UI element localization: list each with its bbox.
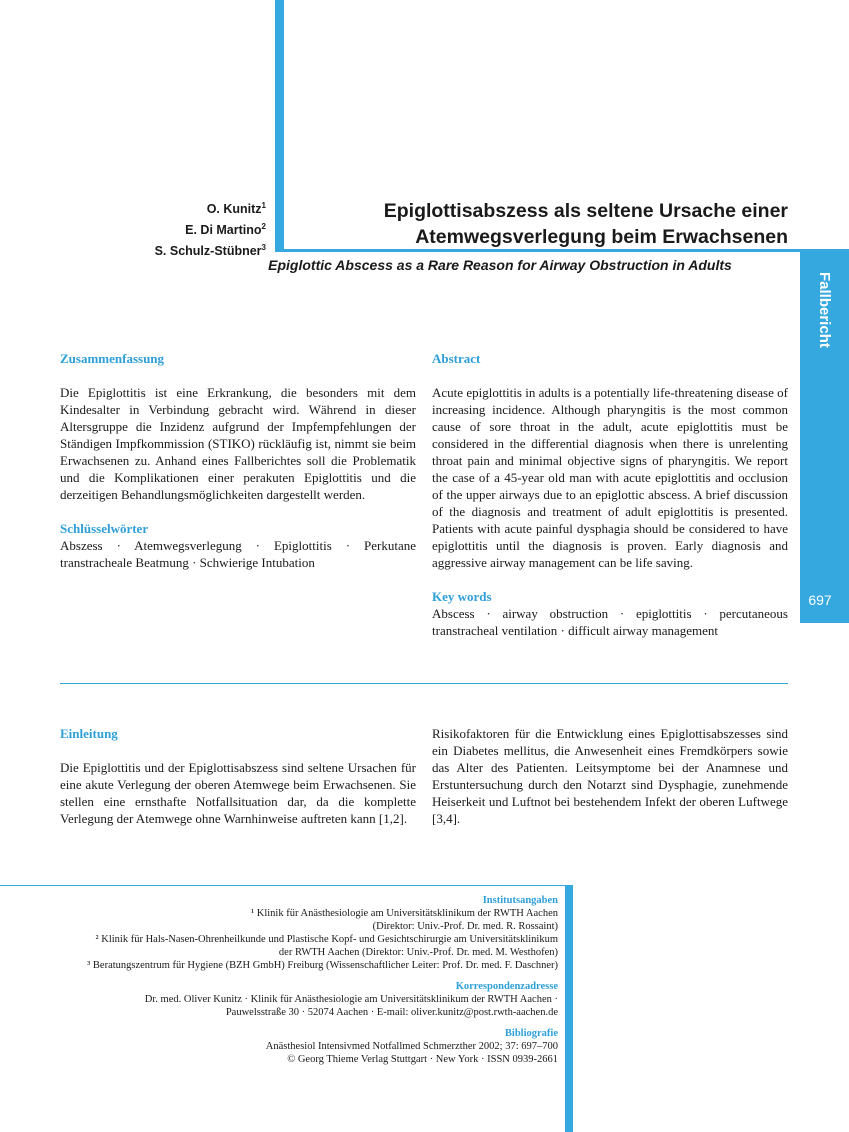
info-heading: Bibliografie [504, 1028, 558, 1039]
info-heading: Korrespondenzadresse [455, 981, 558, 992]
correspondence: Dr. med. Oliver Kunitz · Klinik für Anästhesiologie am Universitätsklinikum der RWTH Aachen · [144, 994, 558, 1005]
header-accent-bar [275, 0, 284, 252]
zusammenfassung-section [60, 350, 416, 571]
institution: (Direktor: Univ.-Prof. Dr. med. R. Rossaint) [372, 921, 558, 932]
abstract-section [432, 350, 788, 639]
bibliography: Anästhesiol Intensivmed Notfallmed Schmerzther 2002; 37: 697–700 [265, 1041, 558, 1052]
paragraph: Acute epiglottitis in adults is a potentially life-threatening disease of increasing incidence. Although pharyngitis is the most common cause of sore throat in the adult, acute epiglottitis must be considered in the differential diagnosis when there is unrelenting throat pain and minimal objective signs of pharyngitis. We report the case of a 45-year old man with acute epiglottitis and occlusion of the upper airways due to an epiglottic abscess. A brief discussion of the diagnosis and treatment of adult epiglottitis is presented. Patients with acute painful dysphagia should be considered to have epiglottitis until the diagnosis is proven. Early diagnosis and aggressive airway management can be life saving. [432, 385, 788, 570]
section-heading: Schlüsselwörter [60, 521, 149, 536]
author: S. Schulz-Stübner$^3$ [154, 243, 266, 259]
body-text-right [432, 725, 788, 827]
info-heading: Institutsangaben [482, 895, 558, 906]
article-title: Epiglottisabszess als seltene Ursache einer Atemwegsverlegung beim Erwachsenen [383, 200, 788, 248]
info-divider [0, 885, 565, 886]
keywords-text: Abscess · airway obstruction · epiglottitis · percutaneous transtracheal ventilation · difficult airway management [432, 606, 788, 638]
institution: ³ Beratungszentrum für Hygiene (BZH GmbH) Freiburg (Wissenschaftlicher Leiter: Prof. Dr. med. F. Daschner) [87, 960, 558, 971]
einleitung-section [60, 725, 416, 827]
author: O. Kunitz$^1$ [206, 201, 266, 217]
section-heading: Key words [432, 589, 492, 604]
article-info [40, 894, 558, 1066]
paragraph: Risikofaktoren für die Entwicklung eines Epiglottisabszesses sind ein Diabetes mellitus, die Anwesenheit eines Fremdkörpers sowie das Alter des Patienten. Leitsymptome bei der Anamnese und Erstuntersuchung durch den Notarzt sind Dysphagie, zunehmende Heiserkeit und Luftnot bei bestehendem Infekt der oberen Luftwege [3,4]. [432, 726, 788, 826]
author-list [100, 197, 266, 260]
article-subtitle: Epiglottic Abscess as a Rare Reason for Airway Obstruction in Adults [268, 257, 732, 273]
paragraph: Die Epiglottitis und der Epiglottisabszess sind seltene Ursachen für eine akute Verlegung der oberen Atemwege beim Erwachsenen. Sie stellen eine ernsthafte Notfallsituation dar, da die komplette Verlegung der Atemwege ohne Warnhinweise auftreten kann [1,2]. [60, 760, 416, 826]
author: E. Di Martino$^2$ [185, 222, 266, 238]
bibliography: © Georg Thieme Verlag Stuttgart · New York · ISSN 0939-2661 [287, 1054, 558, 1065]
section-tab-label: Fallbericht [816, 272, 833, 348]
institution: ² Klinik für Hals-Nasen-Ohrenheilkunde und Plastische Kopf- und Gesichtschirurgie am Universitätsklinikum [95, 934, 558, 945]
divider [60, 683, 788, 684]
page-number: 697 [808, 592, 832, 608]
institution: ¹ Klinik für Anästhesiologie am Universitätsklinikum der RWTH Aachen [250, 908, 558, 919]
institution: der RWTH Aachen (Direktor: Univ.-Prof. Dr. med. M. Westhofen) [278, 947, 558, 958]
section-heading: Einleitung [60, 726, 118, 741]
correspondence: Pauwelsstraße 30 · 52074 Aachen · E-mail: oliver.kunitz@post.rwth-aachen.de [225, 1007, 558, 1018]
section-heading: Abstract [432, 351, 481, 366]
section-heading: Zusammenfassung [60, 351, 165, 366]
paragraph: Die Epiglottitis ist eine Erkrankung, die besonders mit dem Kindesalter in Verbindung gebracht wird. Während in dieser Altersgruppe die Inzidenz aufgrund der Impfempfehlungen der Ständigen Impfkommission (STIKO) rückläufig ist, nimmt sie beim Erwachsenen zu. Anhand eines Fallberichtes soll die Problematik und die Komplikationen einer perakuten Epiglottitis und die derzeitigen Behandlungsmöglichkeiten dargestellt werden. [60, 385, 416, 502]
info-accent-bar [565, 885, 573, 1132]
keywords-text: Abszess · Atemwegsverlegung · Epiglottitis · Perkutane transtracheale Beatmung · Schwierige Intubation [60, 538, 416, 570]
